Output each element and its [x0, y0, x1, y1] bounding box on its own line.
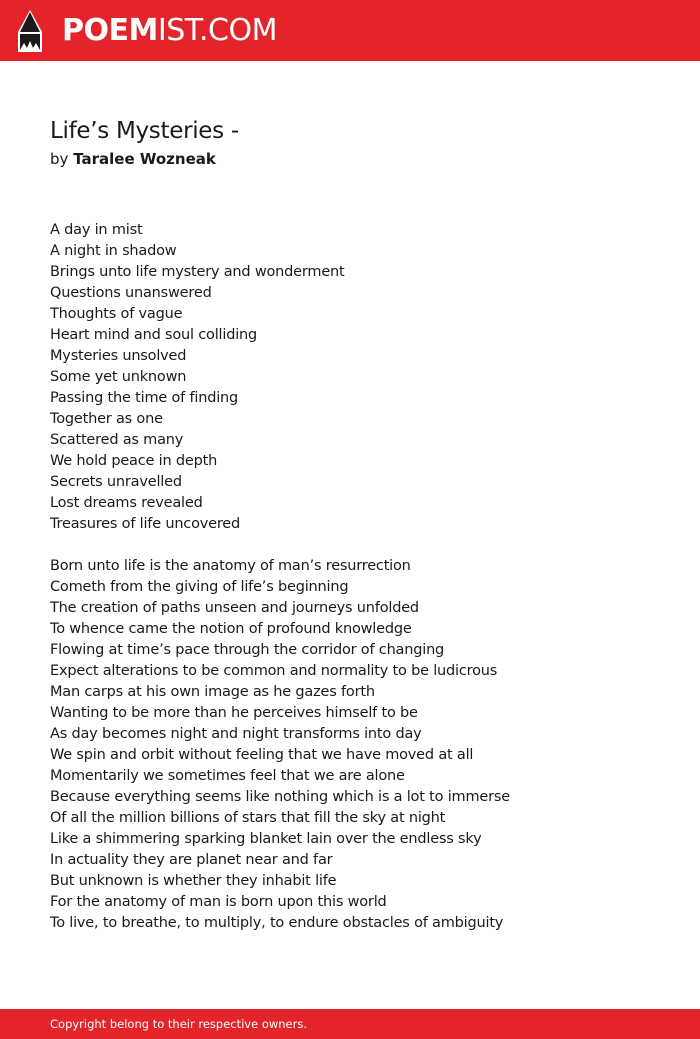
- author-name: Taralee Wozneak: [73, 150, 216, 168]
- poem-line: Scattered as many: [50, 432, 184, 448]
- poem-line: Flowing at time’s pace through the corridor of changing: [50, 642, 445, 658]
- poem-content: [50, 116, 670, 955]
- poem-line: A day in mist: [50, 222, 143, 238]
- poem-line: To live, to breathe, to multiply, to endure obstacles of ambiguity: [50, 915, 504, 931]
- pencil-tip-icon[interactable]: [18, 10, 42, 52]
- poem-line: Lost dreams revealed: [50, 495, 203, 511]
- poem-line: Thoughts of vague: [50, 306, 183, 322]
- site-footer: [0, 1009, 700, 1039]
- poem-line: Expect alterations to be common and normality to be ludicrous: [50, 663, 498, 679]
- poem-line: Wanting to be more than he perceives himself to be: [50, 705, 418, 721]
- poem-line: We spin and orbit without feeling that we have moved at all: [50, 747, 474, 763]
- poem-line: Born unto life is the anatomy of man’s resurrection: [50, 558, 411, 574]
- poem-line: Passing the time of finding: [50, 390, 239, 406]
- poem-line: Mysteries unsolved: [50, 348, 187, 364]
- poem-stanza: [50, 220, 670, 535]
- brand-light: IST.COM: [157, 13, 277, 48]
- poem-line: For the anatomy of man is born upon this world: [50, 894, 387, 910]
- brand-bold: POEM: [62, 13, 158, 48]
- poem-line: Treasures of life uncovered: [50, 516, 241, 532]
- poem-line: The creation of paths unseen and journeys unfolded: [50, 600, 419, 616]
- poem-line: We hold peace in depth: [50, 453, 218, 469]
- byline: [50, 148, 670, 170]
- poem-line: But unknown is whether they inhabit life: [50, 873, 337, 889]
- poem-line: Like a shimmering sparking blanket lain over the endless sky: [50, 831, 482, 847]
- poem-line: Momentarily we sometimes feel that we are alone: [50, 768, 405, 784]
- poem-line: Of all the million billions of stars that fill the sky at night: [50, 810, 446, 826]
- poem-line: As day becomes night and night transforms into day: [50, 726, 422, 742]
- poem-stanza: [50, 556, 670, 934]
- poem-line: Some yet unknown: [50, 369, 187, 385]
- poem-line: In actuality they are planet near and far: [50, 852, 333, 868]
- poem-line: Man carps at his own image as he gazes forth: [50, 684, 375, 700]
- poem-line: A night in shadow: [50, 243, 177, 259]
- poem-title: Life’s Mysteries -: [50, 118, 239, 144]
- by-label: by: [50, 150, 69, 168]
- poem-line: Because everything seems like nothing which is a lot to immerse: [50, 789, 510, 805]
- poem-line: Together as one: [50, 411, 163, 427]
- poem-line: Cometh from the giving of life’s beginning: [50, 579, 349, 595]
- poem-line: Heart mind and soul colliding: [50, 327, 258, 343]
- poem-line: Secrets unravelled: [50, 474, 182, 490]
- poem-line: Questions unanswered: [50, 285, 212, 301]
- poem-line: To whence came the notion of profound knowledge: [50, 621, 412, 637]
- poem-body: [50, 220, 670, 934]
- site-header: [0, 0, 700, 61]
- site-logo-text[interactable]: [62, 13, 277, 49]
- copyright-notice: Copyright belong to their respective owners.: [50, 1017, 308, 1031]
- poem-line: Brings unto life mystery and wonderment: [50, 264, 345, 280]
